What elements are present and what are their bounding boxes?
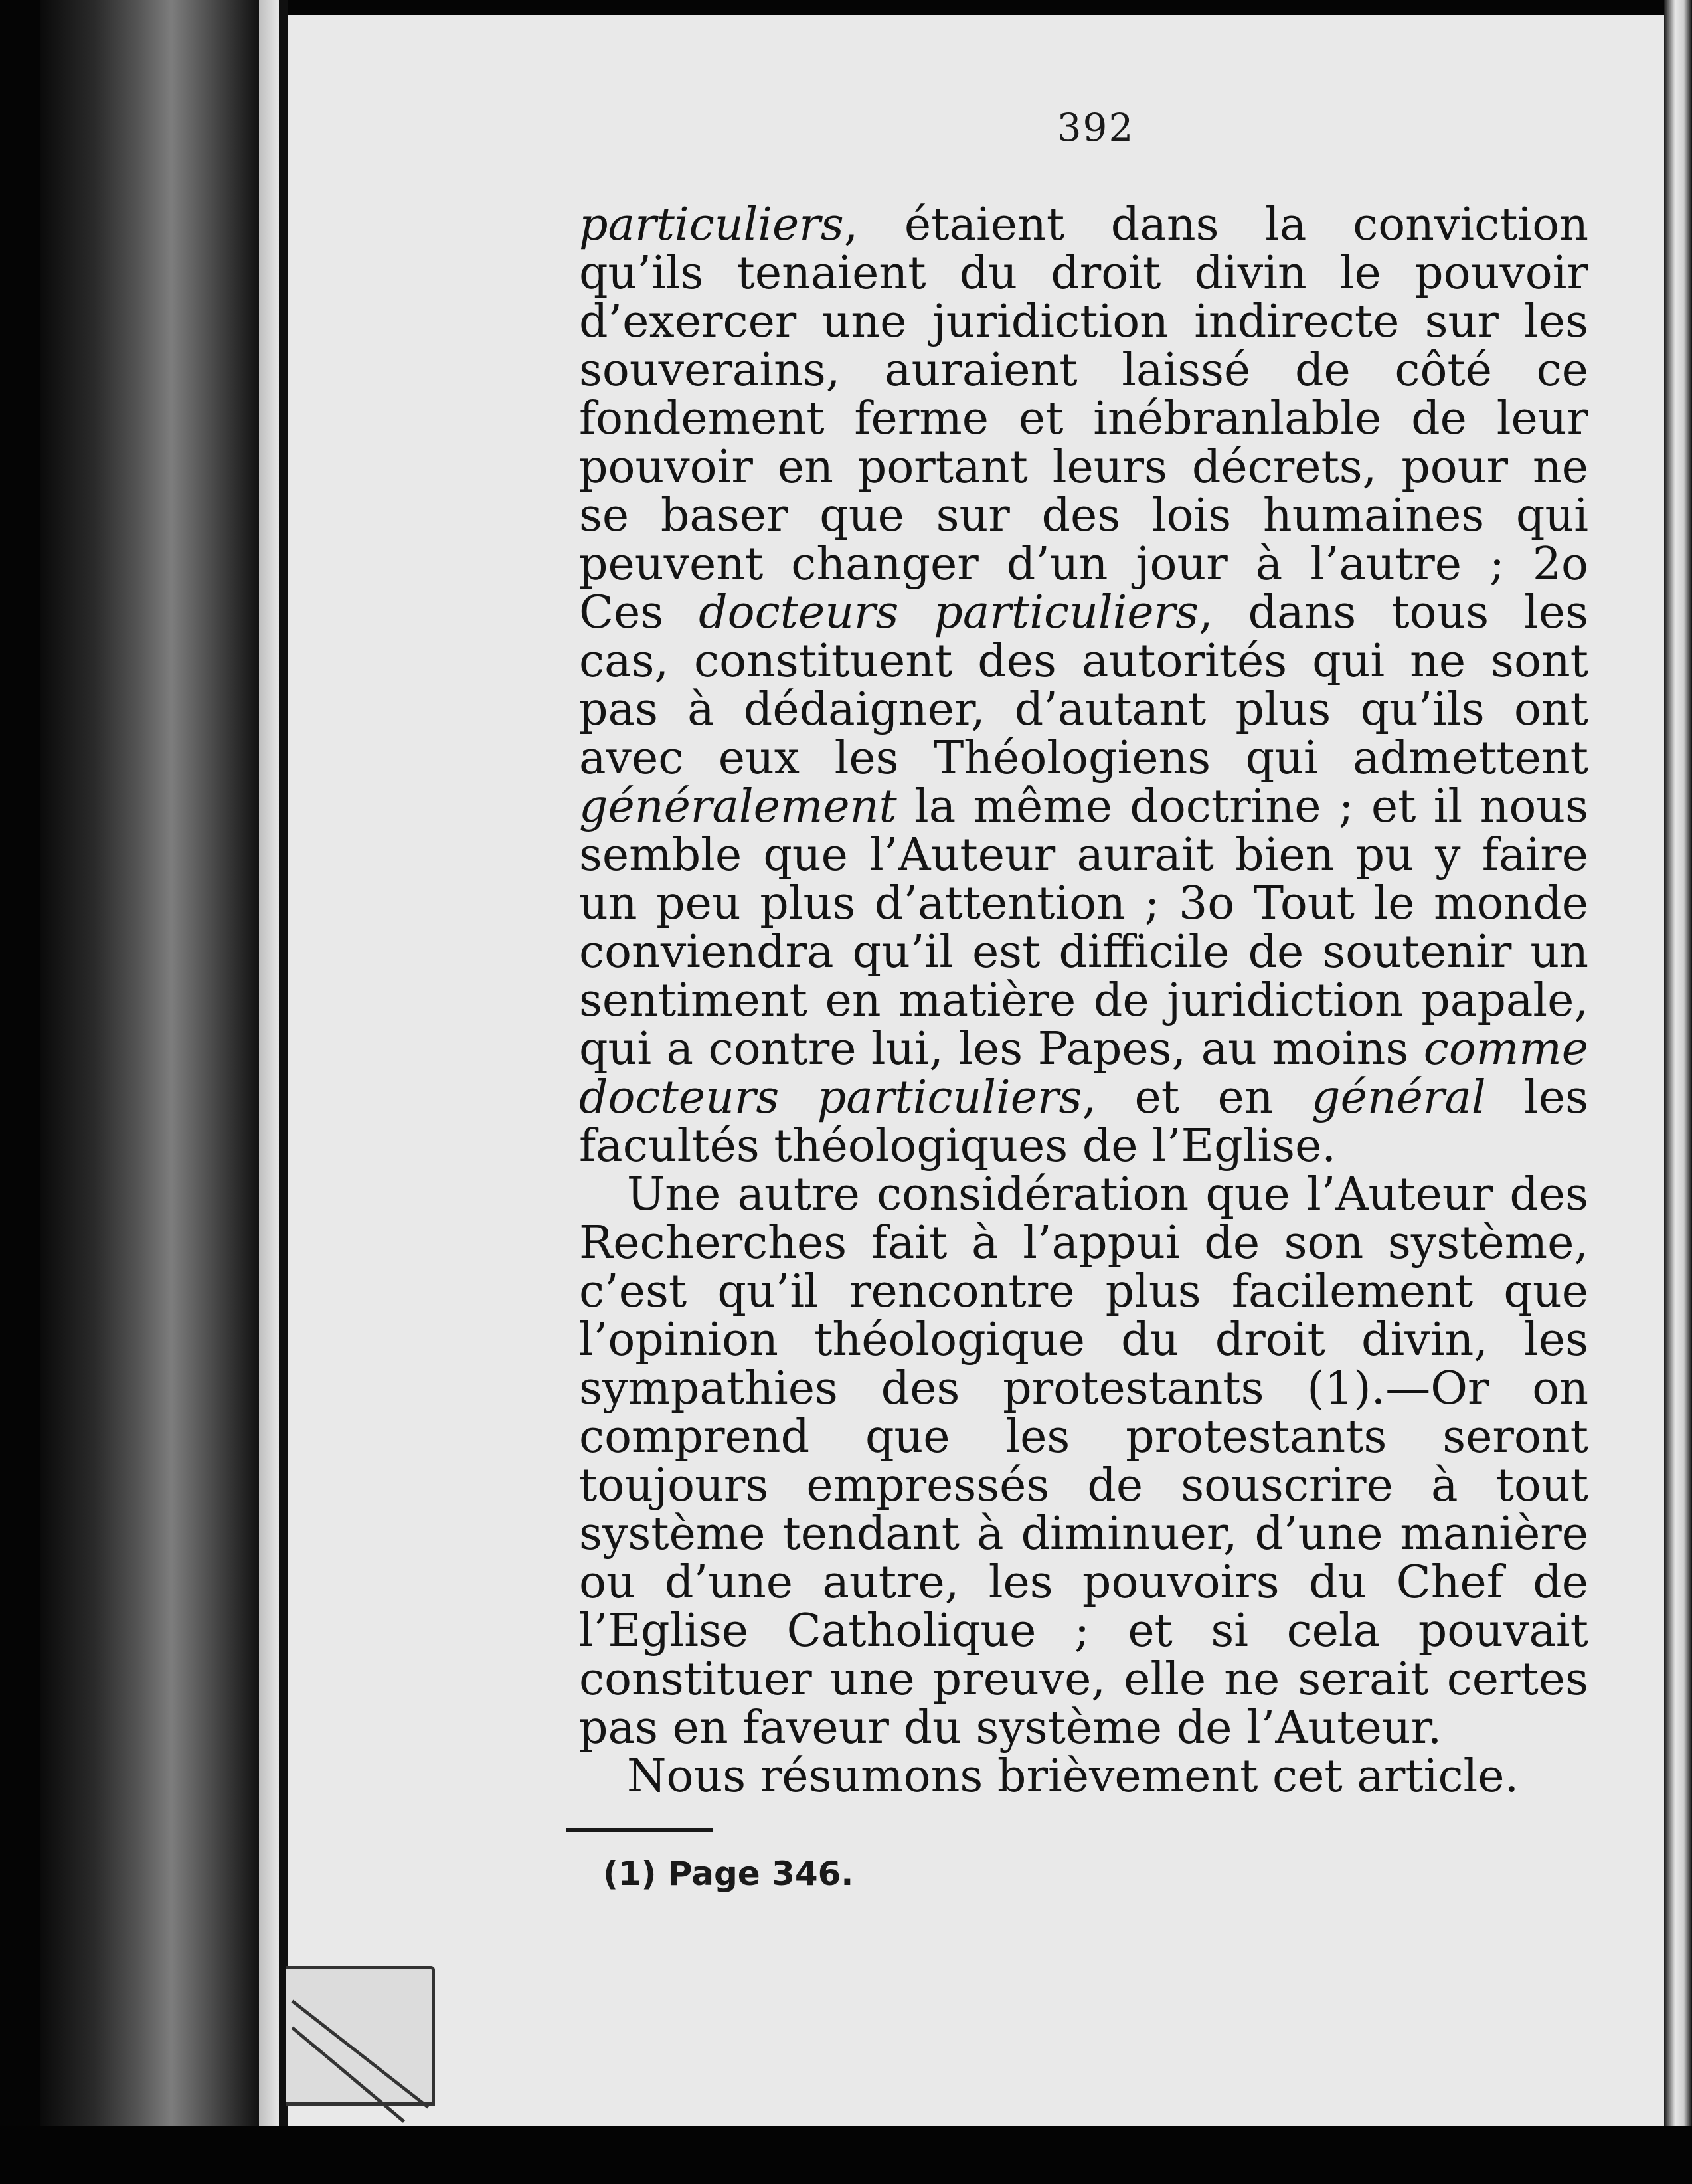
- scan-border-bottom: [0, 2126, 1692, 2184]
- page-edge: [1664, 0, 1692, 2184]
- italic-text: comme docteurs particuliers: [579, 1023, 1588, 1124]
- paragraph: Une autre considération que l’Auteur des Recherches fait à l’appui de son système, c’est qu’il rencontre plus facilement que l’opinion théologique du droit divin, les sympathies des protestants (1).—Or on comprend que les protestants seront toujours empressés de souscrire à tout système tendant à diminuer, d’une manière ou d’une autre, les pouvoirs du Chef de l’Eglise Catholique ; et si cela pouvait constituer une preuve, elle ne serait certes pas en faveur du système de l’Auteur.: [579, 1168, 1588, 1754]
- italic-text: généralement: [579, 780, 897, 833]
- book-spine: [40, 0, 259, 2184]
- text-run: les facultés théologiques de l’Eglise.: [579, 1071, 1588, 1172]
- body-text: [579, 201, 1588, 1801]
- text-run: , étaient dans la conviction qu’ils tenaient du droit divin le pouvoir d’exercer une juridiction indirecte sur les souverains, auraient laissé de côté ce fondement ferme et inébranlable de leur pouvoir en portant leurs décrets, pour ne se baser que sur des lois humaines qui peuvent changer d’un jour à l’autre ; 2o Ces: [579, 199, 1588, 639]
- spine-highlight: [259, 0, 279, 2184]
- paragraph: Nous résumons brièvement cet article.: [627, 1750, 1519, 1803]
- italic-text: particuliers: [579, 199, 844, 251]
- footnote-rule: [566, 1828, 713, 1832]
- footnote: (1) Page 346.: [603, 1855, 854, 1893]
- page-number: 392: [1057, 105, 1135, 150]
- text-run: , et en: [1082, 1071, 1312, 1124]
- paragraph: [579, 201, 1588, 1170]
- text-run: la même doctrine ; et il nous semble que l’Auteur aurait bien pu y faire un peu plus d’attention ; 3o Tout le monde conviendra qu’il est difficile de soutenir un sentiment en matière de juridiction papale, qui a contre lui, les Papes, au moins: [579, 780, 1588, 1075]
- gutter-shadow: [279, 0, 288, 2184]
- text-run: , dans tous les cas, constituent des autorités qui ne sont pas à dédaigner, d’autant plus qu’ils ont avec eux les Théologiens qui admettent: [579, 587, 1588, 784]
- italic-text: général: [1311, 1071, 1486, 1124]
- italic-text: docteurs particuliers: [699, 587, 1199, 639]
